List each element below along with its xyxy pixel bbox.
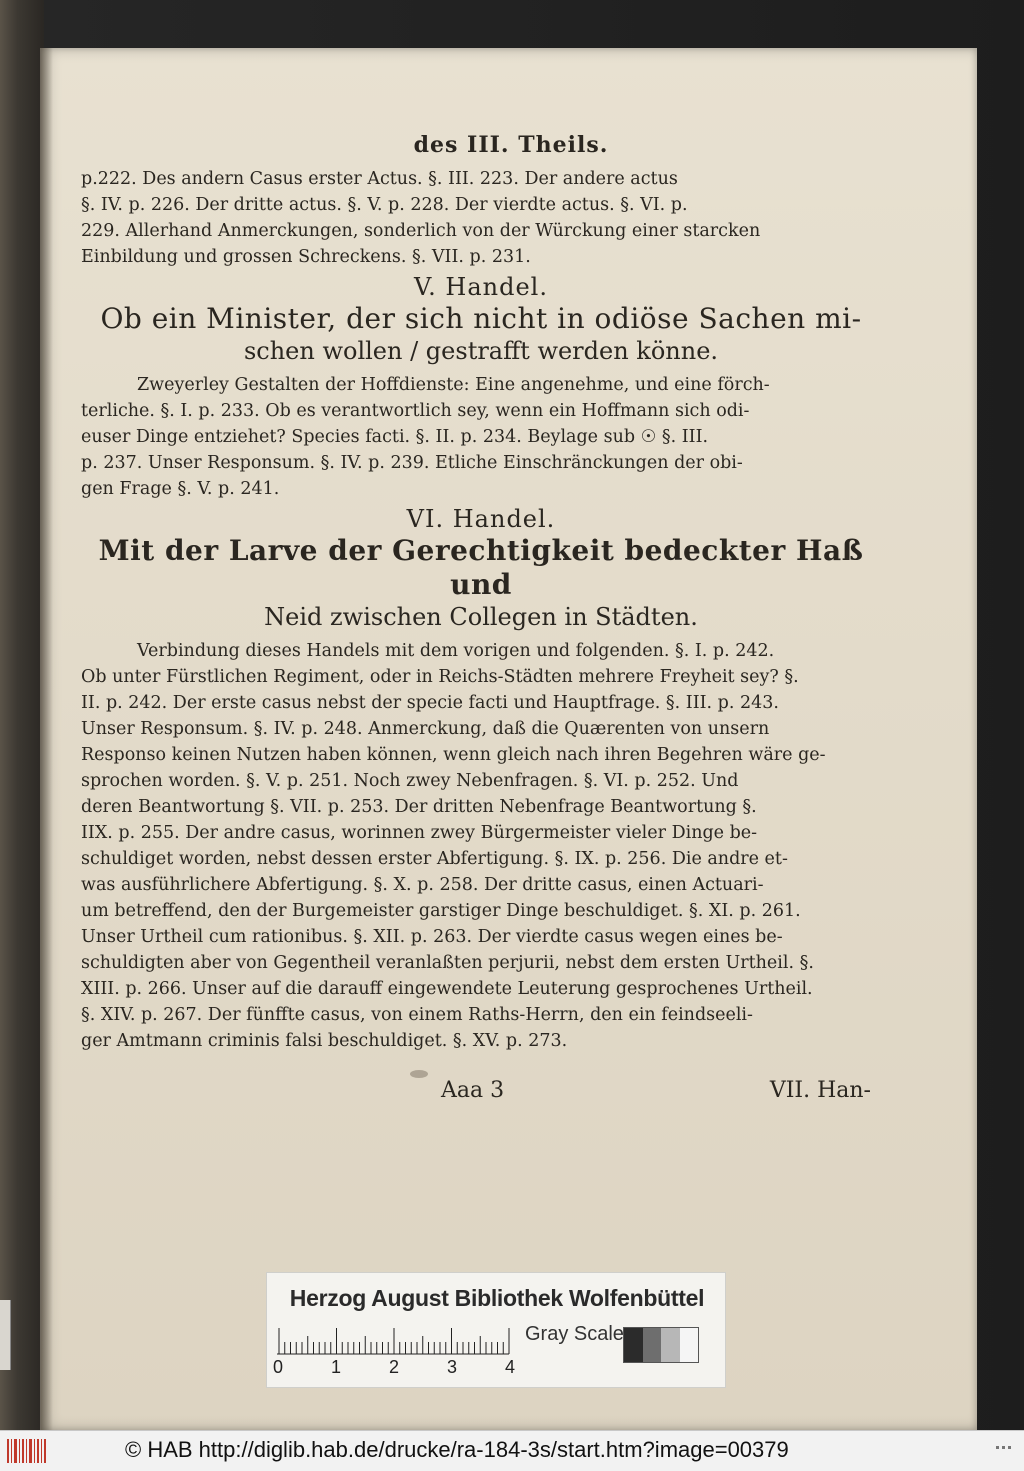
text-line: euser Dinge entziehet? Species facti. §. II. p. 234. Beylage sub ☉ §. III. (81, 427, 709, 447)
text-line: Ob unter Fürstlichen Regiment, oder in Reichs-Städten mehrere Freyheit sey? §. (81, 667, 799, 687)
running-head: des III. Theils. (413, 132, 609, 158)
text-line: ger Amtmann criminis falsi beschuldiget. §. XV. p. 273. (81, 1031, 568, 1051)
text-line: Responso keinen Nutzen haben können, wenn gleich nach ihren Begehren wäre ge- (81, 745, 826, 765)
page-text (81, 132, 881, 1054)
text-line: Verbindung dieses Handels mit dem vorigen und folgenden. §. I. p. 242. (137, 641, 775, 661)
section-v-body (81, 372, 881, 502)
text-line: II. p. 242. Der erste casus nebst der specie facti und Hauptfrage. §. III. p. 243. (81, 693, 779, 713)
copyright-url-link[interactable]: © HAB http://diglib.hab.de/drucke/ra-184-3s/start.htm?image=00379 (125, 1437, 789, 1462)
section-v-title-line-2: schen wollen / gestrafft werden könne. (243, 337, 719, 365)
text-line: §. IV. p. 226. Der dritte actus. §. V. p. 228. Der vierdte actus. §. VI. p. (81, 195, 688, 215)
ruler-label: 1 (331, 1357, 342, 1377)
section-vi-title-line-1: Mit der Larve der Gerechtigkeit bedeckter Haß und (98, 534, 864, 601)
text-line: Unser Urtheil cum rationibus. §. XII. p. 263. Der vierdte casus wegen eines be- (81, 927, 783, 947)
ruler-label: 3 (447, 1357, 458, 1377)
swatch (661, 1328, 680, 1362)
text-line: schuldiget worden, nebst dessen erster Abfertigung. §. IX. p. 256. Die andre et- (81, 849, 788, 869)
section-v-heading: V. Handel. (414, 273, 548, 301)
side-label-strip (0, 1300, 11, 1370)
text-line: um betreffend, den der Burgemeister garstiger Dinge beschuldiget. §. XI. p. 261. (81, 901, 801, 921)
swatch (624, 1328, 643, 1362)
text-line: was ausführlichere Abfertigung. §. X. p. 258. Der dritte casus, einen Actuari- (81, 875, 764, 895)
barcode-icon (6, 1437, 48, 1465)
library-color-card (266, 1272, 726, 1388)
ruler-labels (273, 1357, 523, 1381)
gray-swatches (623, 1327, 699, 1363)
section-v-title-line-1: Ob ein Minister, der sich nicht in odiöse Sachen mi- (100, 302, 862, 335)
ruler-label: 2 (389, 1357, 400, 1377)
text-line: Zweyerley Gestalten der Hoffdienste: Eine angenehme, und eine förch- (137, 375, 770, 395)
viewer-footer (0, 1430, 1024, 1471)
gray-scale-label: Gray Scale (525, 1323, 624, 1345)
card-title: Herzog August Bibliothek Wolfenbüttel (289, 1285, 705, 1311)
ruler-label: 4 (505, 1357, 516, 1377)
section-vi-body (81, 638, 881, 1054)
text-line: 229. Allerhand Anmerckungen, sonderlich von der Würckung einer starcken (81, 221, 761, 241)
signature-mark: Aaa 3 (441, 1078, 505, 1103)
text-line: p.222. Des andern Casus erster Actus. §. III. 223. Der andere actus (81, 169, 678, 189)
text-line: terliche. §. I. p. 233. Ob es verantwortlich sey, wenn ein Hoffmann sich odi- (81, 401, 750, 421)
ruler-ticks (277, 1325, 517, 1355)
text-line: Unser Responsum. §. IV. p. 248. Anmerckung, daß die Quærenten von unsern (81, 719, 770, 739)
text-line: XIII. p. 266. Unser auf die darauff eingewendete Leuterung gesprochenes Urtheil. (81, 979, 813, 999)
ink-smudge (410, 1070, 428, 1078)
text-line: p. 237. Unser Responsum. §. IV. p. 239. Etliche Einschränckungen der obi- (81, 453, 743, 473)
scale-ruler (277, 1325, 517, 1355)
section-vi-title-line-2: Neid zwischen Collegen in Städten. (264, 603, 698, 631)
swatch (680, 1328, 699, 1362)
section-vi-heading: VI. Handel. (406, 505, 556, 533)
catchword: VII. Han- (769, 1078, 871, 1103)
text-line: schuldigten aber von Gegentheil veranlaßten perjurii, nebst dem ersten Urtheil. §. (81, 953, 814, 973)
text-line: sprochen worden. §. V. p. 251. Noch zwey Nebenfragen. §. VI. p. 252. Und (81, 771, 739, 791)
text-line: IIX. p. 255. Der andre casus, worinnen zwey Bürgermeister vieler Dinge be- (81, 823, 758, 843)
facing-page-edge (0, 0, 44, 1430)
page-gutter-shadow (41, 48, 53, 1430)
swatch (643, 1328, 662, 1362)
text-line: Einbildung und grossen Schreckens. §. VII. p. 231. (81, 247, 531, 267)
ruler-label: 0 (273, 1357, 284, 1377)
text-line: deren Beantwortung §. VII. p. 253. Der dritten Nebenfrage Beantwortung §. (81, 797, 757, 817)
book-page (40, 48, 977, 1430)
text-line: gen Frage §. V. p. 241. (81, 479, 280, 499)
page-foot (441, 1078, 871, 1118)
more-icon[interactable] (996, 1446, 1012, 1450)
section-v-preamble (81, 166, 881, 270)
text-line: §. XIV. p. 267. Der fünffte casus, von einem Raths-Herrn, den ein feindseeli- (81, 1005, 753, 1025)
